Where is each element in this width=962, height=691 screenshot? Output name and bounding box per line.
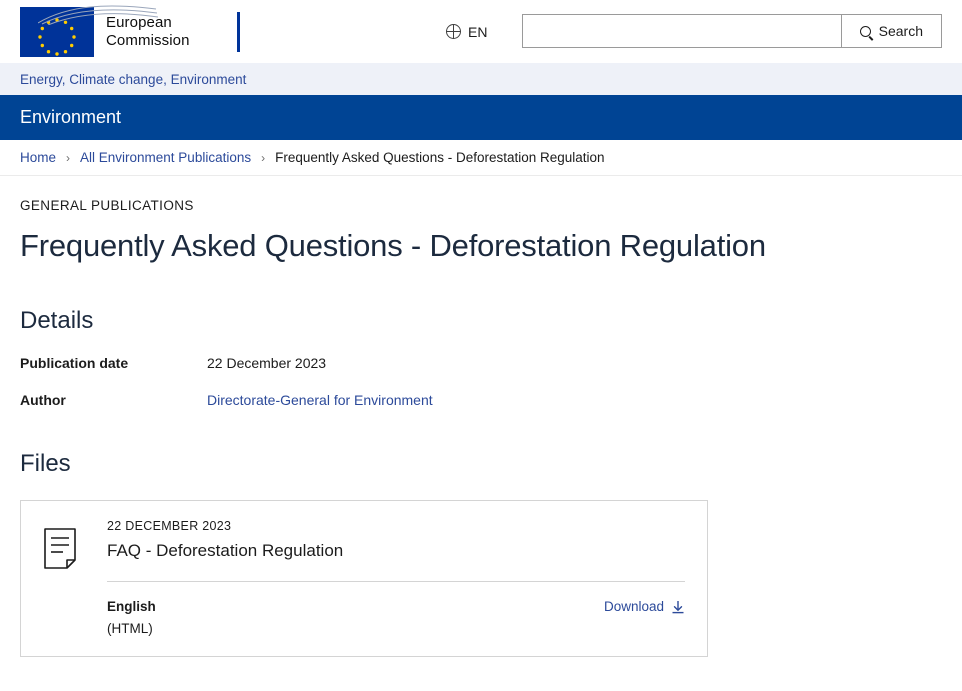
site-header <box>0 0 962 63</box>
details-heading: Details <box>20 307 94 334</box>
eu-flag-icon <box>20 7 94 57</box>
language-switcher[interactable] <box>446 24 487 40</box>
search-button[interactable] <box>841 15 941 47</box>
european-commission-logo[interactable] <box>20 7 250 57</box>
site-title: Environment <box>20 107 122 127</box>
detail-value-publication-date: 22 December 2023 <box>207 355 327 371</box>
search-icon <box>860 26 871 37</box>
language-label: EN <box>468 23 488 40</box>
main-content <box>0 198 962 657</box>
detail-label-author: Author <box>20 392 66 408</box>
file-divider <box>107 581 685 582</box>
detail-row <box>20 355 942 371</box>
details-table <box>20 355 942 408</box>
file-card <box>20 500 708 657</box>
files-heading: Files <box>20 450 71 477</box>
breadcrumb-separator-icon: › <box>66 150 71 165</box>
logo-text-line2: Commission <box>106 31 190 49</box>
file-footer <box>107 599 685 636</box>
file-name: FAQ - Deforestation Regulation <box>107 541 344 560</box>
file-date: 22 DECEMBER 2023 <box>107 519 232 533</box>
policy-area-link[interactable]: Energy, Climate change, Environment <box>20 71 247 87</box>
detail-row <box>20 392 942 408</box>
author-link[interactable]: Directorate-General for Environment <box>207 392 433 408</box>
logo-text-line1: European <box>106 13 172 31</box>
breadcrumb-item-home[interactable]: Home <box>20 150 57 165</box>
detail-value-author <box>207 392 433 408</box>
file-language: English <box>107 599 156 614</box>
file-body <box>107 519 685 636</box>
breadcrumb-item-current: Frequently Asked Questions - Deforestation Regulation <box>275 150 605 165</box>
breadcrumb <box>0 140 962 176</box>
document-icon <box>43 519 83 636</box>
download-icon <box>671 600 685 614</box>
globe-icon <box>446 24 461 39</box>
file-language-block <box>107 599 156 636</box>
logo-text <box>106 14 190 50</box>
download-label: Download <box>603 599 664 614</box>
search-button-label: Search <box>878 23 923 39</box>
page-title: Frequently Asked Questions - Deforestation Regulation <box>20 228 766 263</box>
search-input[interactable] <box>523 15 841 47</box>
breadcrumb-separator-icon: › <box>261 150 266 165</box>
search-bar <box>522 14 942 48</box>
detail-label-publication-date: Publication date <box>20 355 129 371</box>
file-format: (HTML) <box>107 621 153 636</box>
publication-type-label: GENERAL PUBLICATIONS <box>20 198 194 213</box>
site-name-band <box>0 95 962 140</box>
breadcrumb-item-all-publications[interactable]: All Environment Publications <box>80 150 252 165</box>
policy-area-band <box>0 63 962 95</box>
logo-vertical-rule <box>237 12 240 52</box>
download-button[interactable] <box>604 599 685 614</box>
